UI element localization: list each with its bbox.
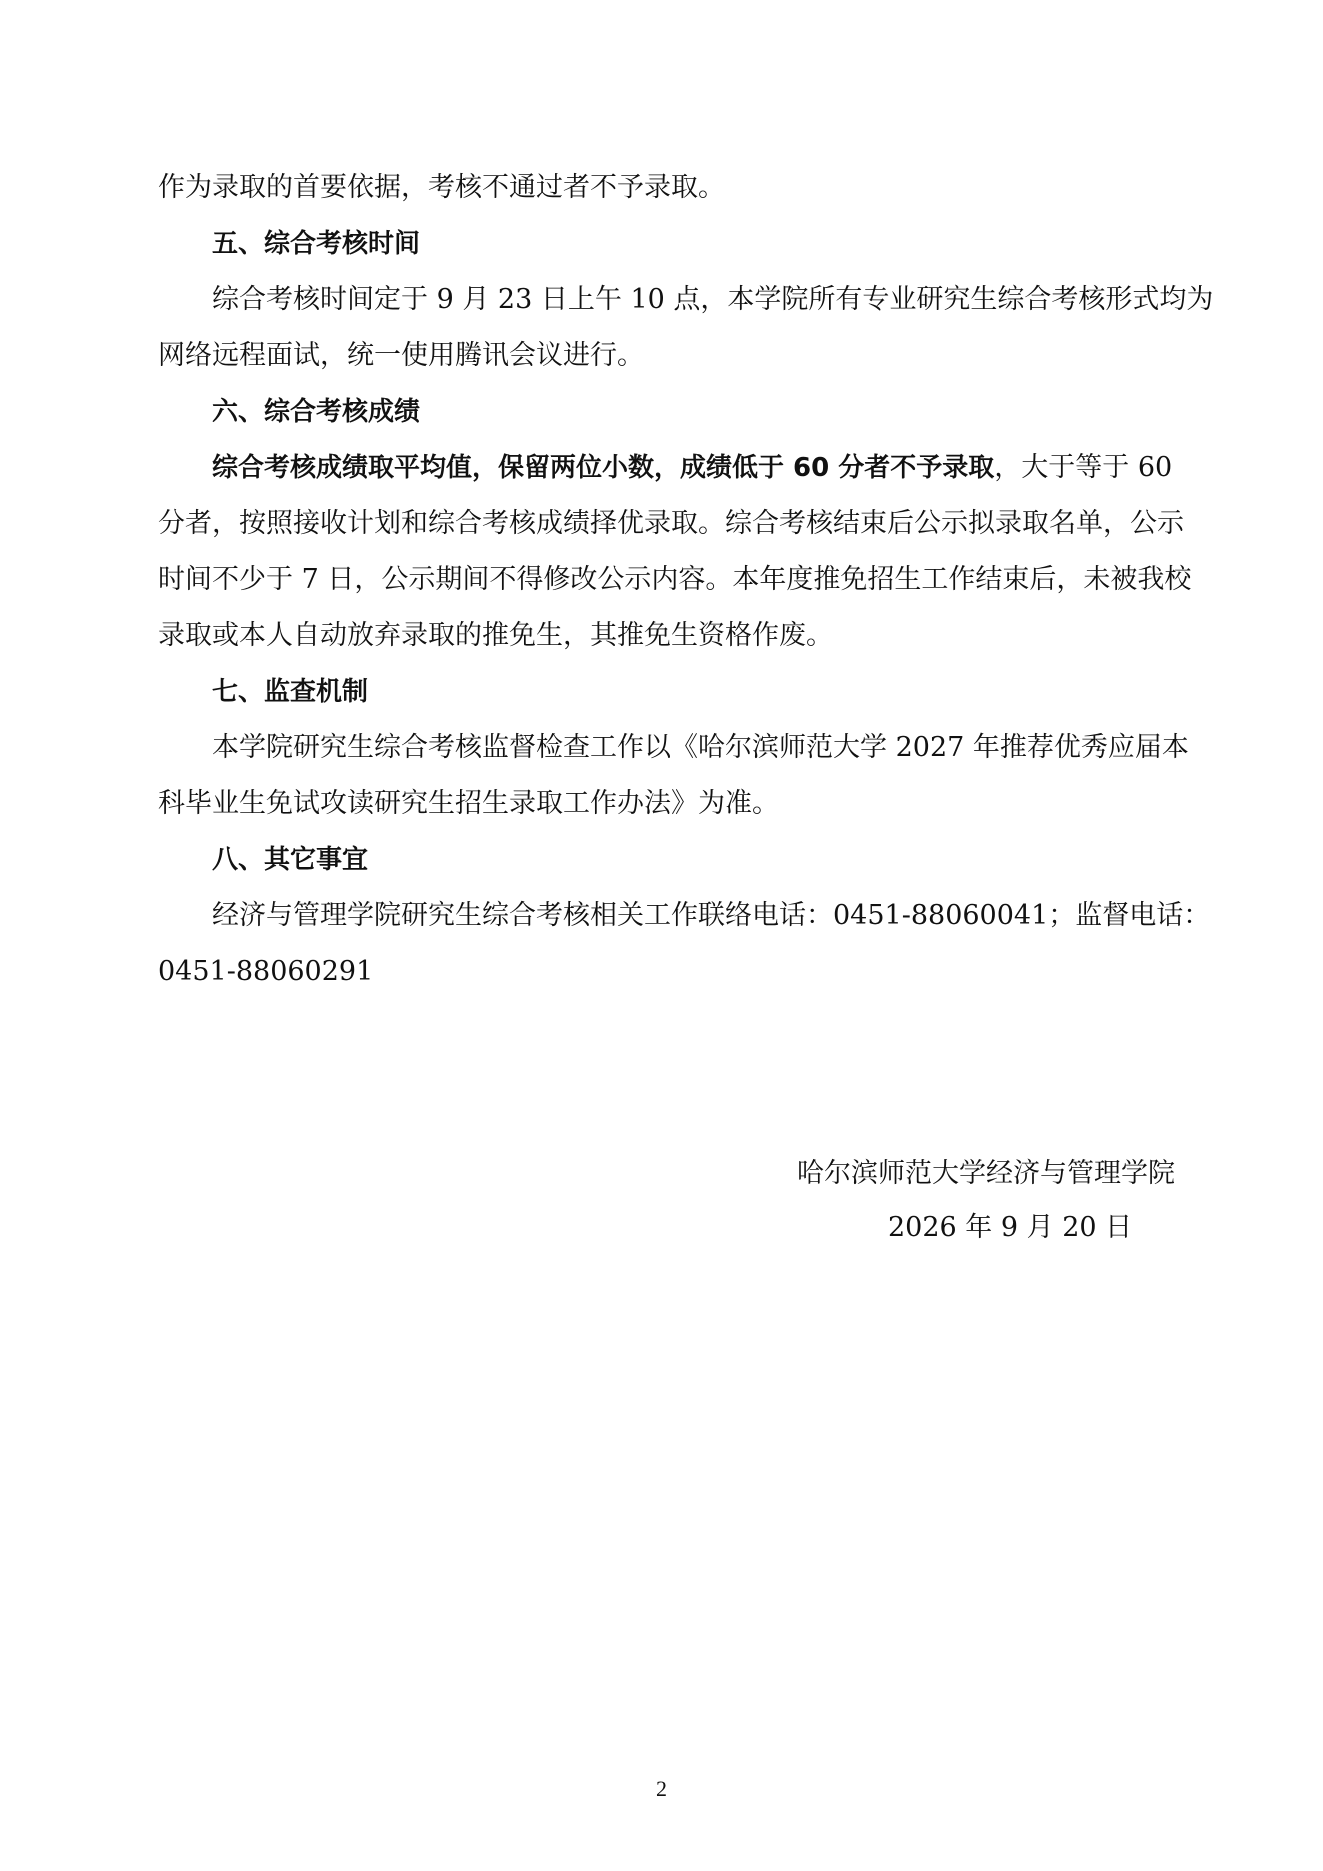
contact-line: 经济与管理学院研究生综合考核相关工作联络电话：0451-88060041；监督电话： <box>212 900 1211 931</box>
contact-phone-line: 0451-88060291 <box>158 956 374 987</box>
document-body <box>158 160 1214 1000</box>
section-heading-supervision: 七、监查机制 <box>212 677 369 707</box>
body-line: 作为录取的首要依据，考核不通过者不予录取。 <box>158 172 725 203</box>
body-line: 科毕业生免试攻读研究生招生录取工作办法》为准。 <box>158 788 779 819</box>
body-line: 网络远程面试，统一使用腾讯会议进行。 <box>158 340 644 371</box>
signature-organization: 哈尔滨师范大学经济与管理学院 <box>797 1158 1175 1189</box>
body-line <box>158 440 1178 496</box>
section-heading-other: 八、其它事宜 <box>212 845 369 875</box>
body-line: 综合考核时间定于 9 月 23 日上午 10 点，本学院所有专业研究生综合考核形式均为 <box>212 284 1214 315</box>
body-line: 本学院研究生综合考核监督检查工作以《哈尔滨师范大学 2027 年推荐优秀应届本 <box>212 732 1189 763</box>
page-number: 2 <box>656 1776 667 1801</box>
section-heading-score: 六、综合考核成绩 <box>212 397 421 427</box>
body-line: 时间不少于 7 日，公示期间不得修改公示内容。本年度推免招生工作结束后，未被我校 <box>158 564 1192 595</box>
signature-date: 2026 年 9 月 20 日 <box>888 1212 1133 1243</box>
body-text: ，大于等于 60 <box>994 452 1173 483</box>
body-line: 录取或本人自动放弃录取的推免生，其推免生资格作废。 <box>158 620 833 651</box>
section-heading-time: 五、综合考核时间 <box>212 229 421 259</box>
bold-emphasis-text: 综合考核成绩取平均值，保留两位小数，成绩低于 60 分者不予录取 <box>212 453 995 483</box>
body-line: 分者，按照接收计划和综合考核成绩择优录取。综合考核结束后公示拟录取名单，公示 <box>158 508 1184 539</box>
